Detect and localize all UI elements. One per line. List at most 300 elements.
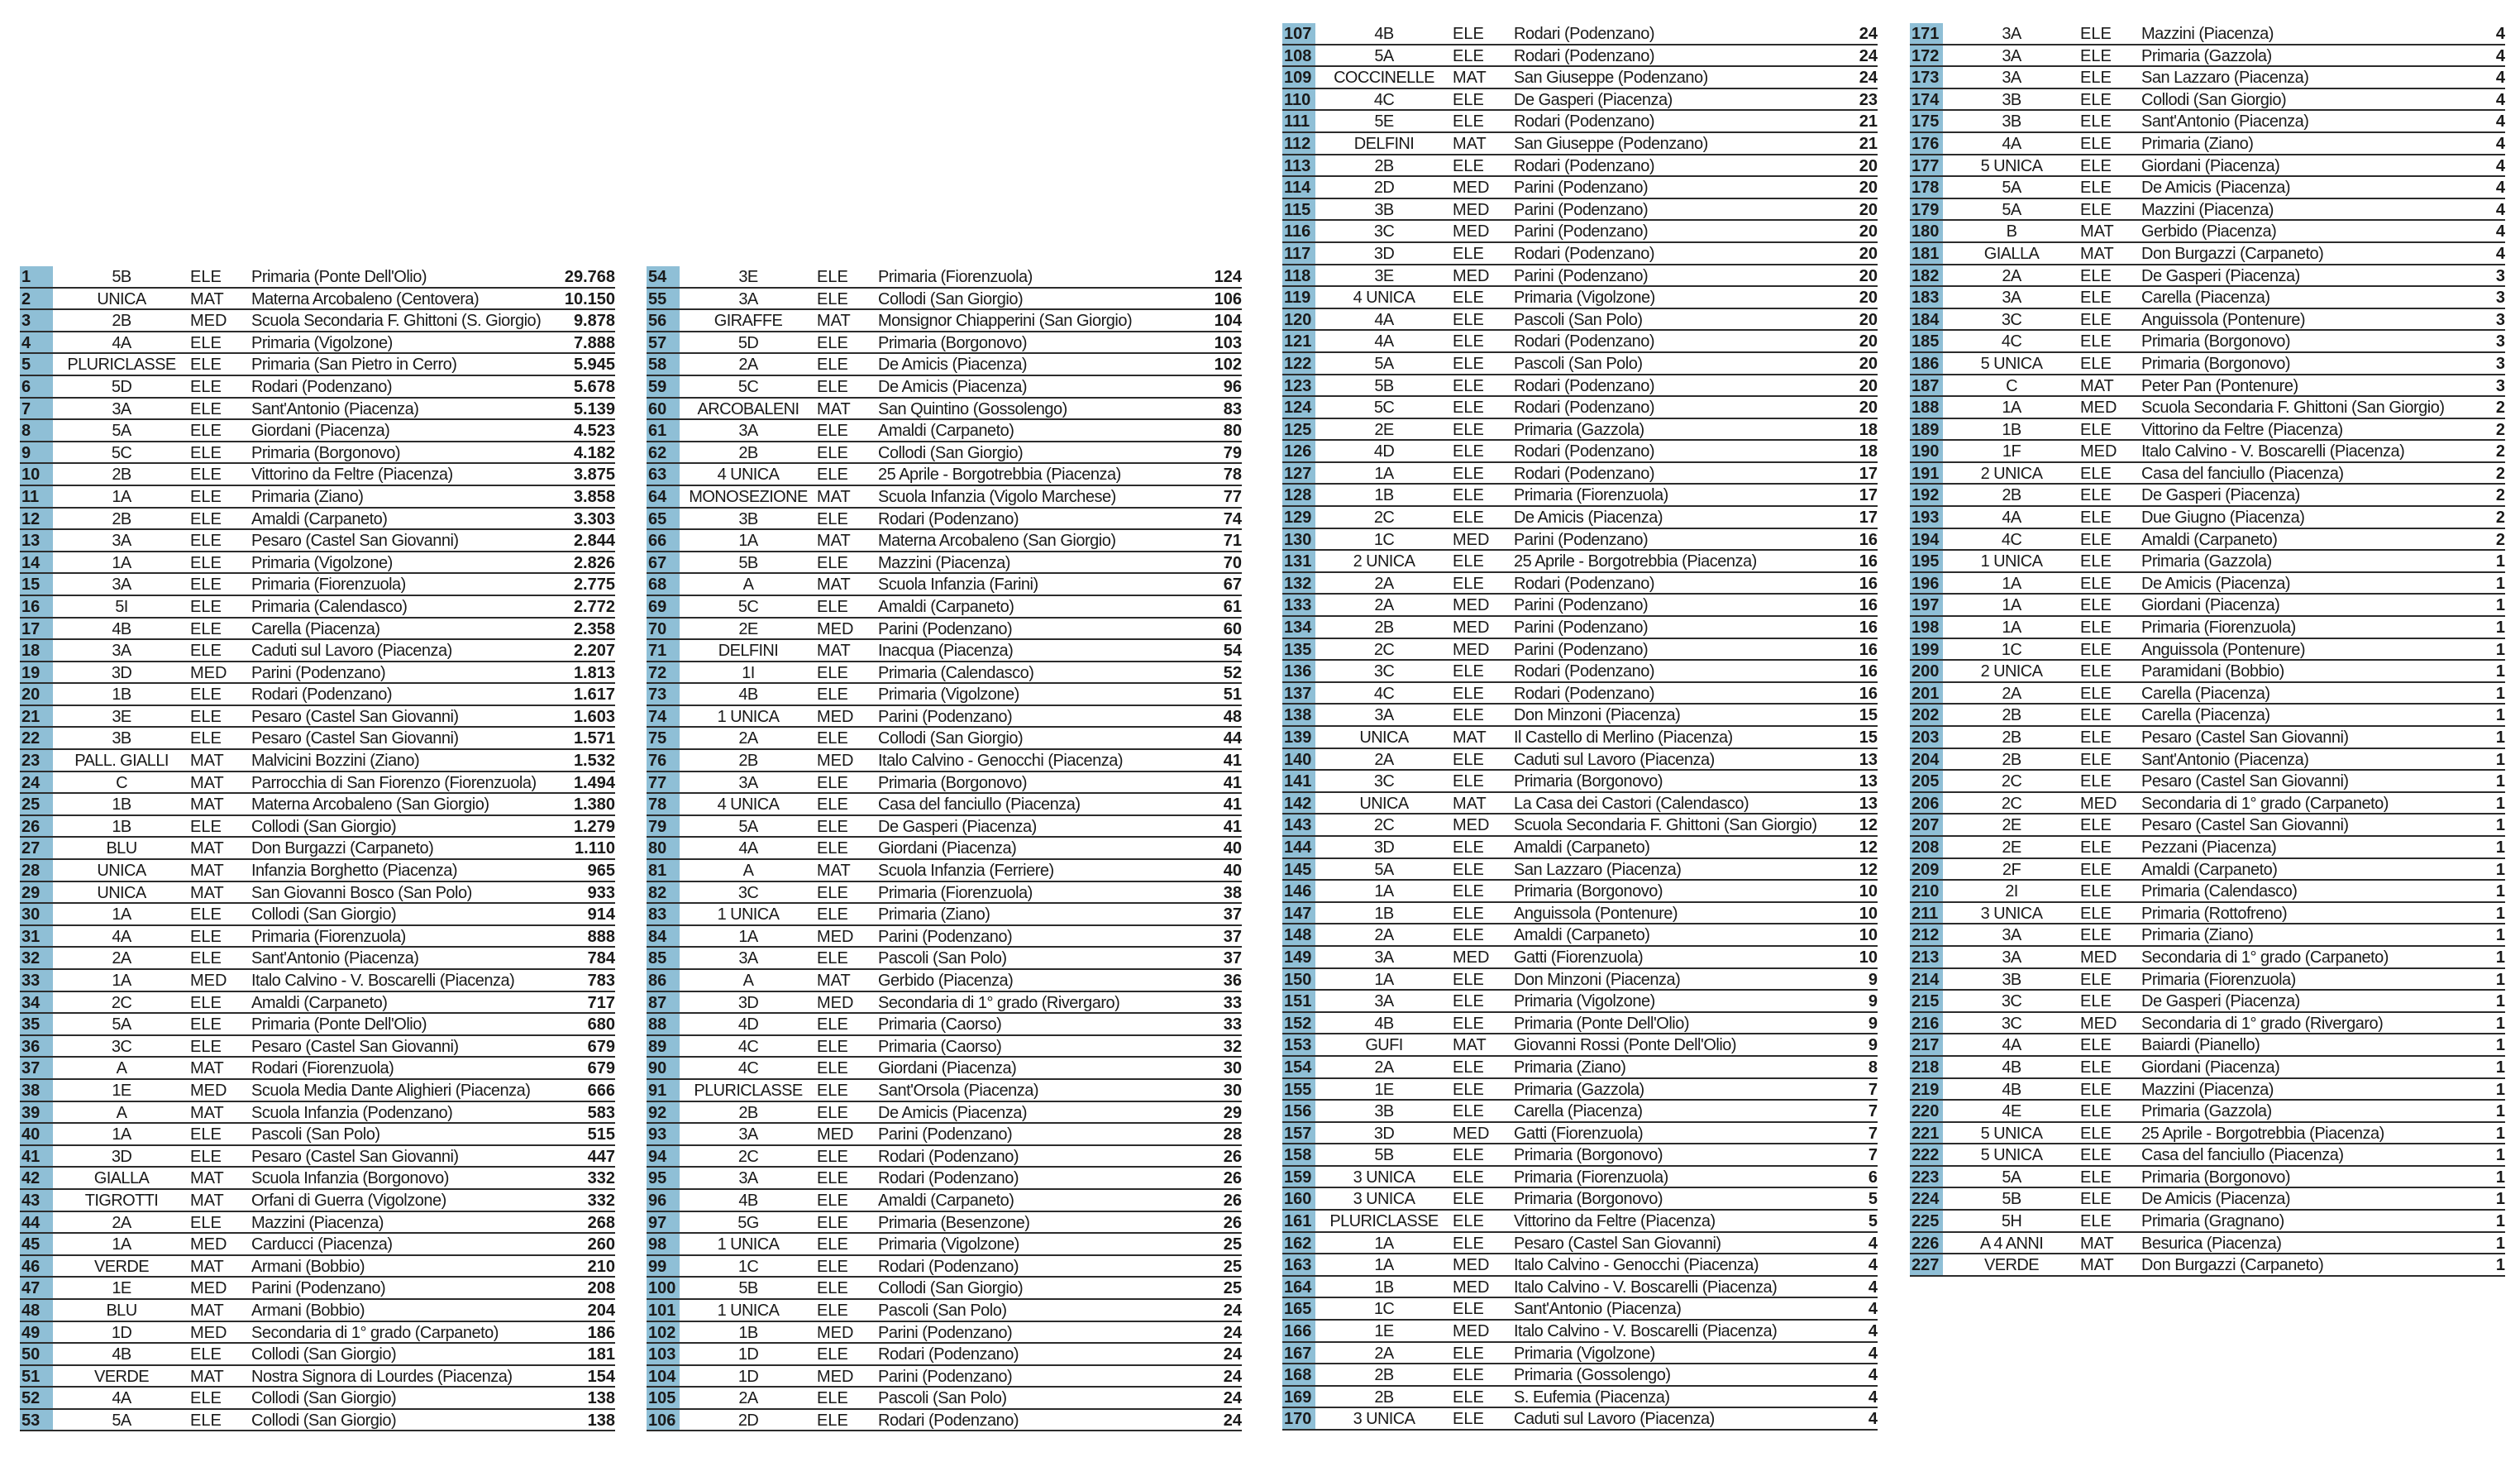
school-order-cell: MED [2080,948,2117,967]
class-cell: 1D [737,1367,759,1386]
table-row [1910,814,2505,837]
class-cell: 1A [112,1235,131,1254]
table-row [647,574,1242,596]
class-cell: BLU [106,839,137,858]
class-cell: 1B [738,1323,758,1342]
class-cell: UNICA [97,289,146,308]
table-row [1910,837,2505,859]
class-cell: 3A [2002,289,2021,308]
school-order-cell: ELE [2080,25,2112,43]
table-row [647,332,1242,355]
school-order-cell: ELE [817,422,848,441]
rank-cell: 184 [1910,309,1943,330]
rank-cell: 128 [1282,485,1315,505]
school-name-cell: La Casa dei Castori (Calendasco) [1514,794,1749,813]
class-cell: 5 UNICA [1980,1124,2043,1143]
rank-cell: 30 [20,904,53,924]
class-cell: 1F [2002,442,2021,461]
rank-cell: 156 [1282,1101,1315,1121]
class-cell: 1B [112,817,131,836]
table-row [1910,771,2505,793]
votes-cell: 29 [1223,1103,1242,1122]
table-row [20,1036,615,1058]
table-row [1282,1364,1878,1387]
table-row [1282,661,1878,683]
school-name-cell: Primaria (Ziano) [878,905,990,924]
school-order-cell: ELE [2080,1124,2112,1143]
class-cell: 3A [112,532,131,551]
votes-cell: 20 [1859,399,1878,418]
class-cell: 2A [2002,684,2021,703]
school-name-cell: Infanzia Borghetto (Piacenza) [251,862,457,881]
rank-cell: 70 [647,619,680,639]
votes-cell: 77 [1223,487,1242,506]
class-cell: 3A [2002,69,2021,88]
class-cell: 1A [1374,464,1394,483]
school-name-cell: Carducci (Piacenza) [251,1235,393,1254]
rank-cell: 162 [1282,1233,1315,1254]
school-name-cell: Primaria (Ziano) [1514,1058,1626,1077]
table-row [647,354,1242,376]
rank-cell: 100 [647,1278,680,1298]
table-row [1282,1277,1878,1299]
rank-cell: 157 [1282,1123,1315,1144]
school-name-cell: Rodari (Podenzano) [251,686,392,705]
votes-cell: 1 [2495,1124,2505,1143]
votes-cell: 1 [2495,838,2505,857]
table-row [647,816,1242,838]
school-name-cell: De Amicis (Piacenza) [1514,509,1663,528]
class-cell: 5B [738,553,758,572]
rank-cell: 180 [1910,221,1943,241]
rank-cell: 27 [20,838,53,858]
class-cell: 4E [2002,1102,2021,1121]
votes-cell: 28 [1223,1125,1242,1144]
rank-cell: 37 [20,1058,53,1078]
votes-cell: 1 [2495,552,2505,571]
table-row [647,1212,1242,1235]
class-cell: DELFINI [718,642,779,661]
table-row [647,464,1242,486]
votes-cell: 20 [1859,266,1878,285]
school-order-cell: ELE [2080,662,2112,681]
class-cell: 3A [2002,926,2021,945]
rank-cell: 98 [647,1234,680,1254]
table-row [1910,353,2505,375]
votes-cell: 96 [1223,377,1242,396]
rank-cell: 176 [1910,133,1943,154]
table-row [20,1102,615,1125]
class-cell: 4B [112,619,131,638]
school-order-cell: ELE [2080,509,2112,528]
class-cell: 3D [1373,244,1395,263]
votes-cell: 78 [1223,466,1242,485]
school-name-cell: Collodi (San Giorgio) [2141,90,2287,109]
school-name-cell: Scuola Secondaria F. Ghittoni (S. Giorgio) [251,312,542,331]
rank-cell: 182 [1910,265,1943,286]
school-order-cell: ELE [190,1213,222,1232]
school-name-cell: Gatti (Fiorenzuola) [1514,1124,1644,1143]
rank-cell: 96 [647,1190,680,1211]
school-name-cell: Armani (Bobbio) [251,1301,365,1320]
votes-cell: 1 [2495,750,2505,769]
class-cell: 5H [2001,1212,2022,1231]
school-name-cell: Giordani (Piacenza) [251,422,390,441]
school-order-cell: MED [817,752,854,771]
school-name-cell: Casa del fanciullo (Piacenza) [878,795,1081,814]
school-name-cell: Sant'Antonio (Piacenza) [2141,750,2309,769]
votes-cell: 1 [2495,1058,2505,1077]
table-row [20,486,615,509]
rank-cell: 195 [1910,551,1943,571]
class-cell: DELFINI [1353,134,1415,153]
class-cell: 1A [2002,619,2021,638]
votes-cell: 80 [1223,422,1242,441]
school-name-cell: Primaria (Ziano) [251,487,364,506]
school-order-cell: MAT [817,399,851,418]
class-cell: 2B [2002,750,2021,769]
votes-cell: 8 [1868,1058,1878,1077]
rank-cell: 165 [1282,1298,1315,1319]
rank-cell: 205 [1910,771,1943,791]
school-order-cell: MAT [190,795,224,814]
school-name-cell: San Giuseppe (Podenzano) [1514,134,1708,153]
school-order-cell: ELE [190,1345,222,1364]
votes-cell: 3 [2495,376,2505,395]
school-name-cell: Secondaria di 1° grado (Carpaneto) [2141,948,2389,967]
school-order-cell: ELE [2080,156,2112,175]
school-name-cell: Rodari (Podenzano) [1514,376,1654,395]
class-cell: 2B [2002,706,2021,725]
school-order-cell: ELE [1453,992,1484,1011]
rank-cell: 123 [1282,375,1315,396]
rank-cell: 44 [20,1212,53,1233]
table-row [1910,639,2505,662]
votes-cell: 1 [2495,706,2505,725]
rank-cell: 185 [1910,331,1943,351]
school-order-cell: ELE [1453,244,1484,263]
table-row [20,1344,615,1366]
votes-cell: 515 [587,1125,615,1144]
votes-cell: 3 [2495,354,2505,373]
class-cell: 2E [2002,838,2021,857]
table-row [1910,1188,2505,1211]
rank-cell: 12 [20,509,53,529]
table-row [1282,177,1878,199]
school-order-cell: ELE [817,1015,848,1034]
rank-cell: 221 [1910,1123,1943,1144]
school-order-cell: ELE [817,1257,848,1276]
school-name-cell: Scuola Infanzia (Farini) [878,576,1038,595]
votes-cell: 7 [1868,1080,1878,1099]
school-name-cell: Pesaro (Castel San Giovanni) [1514,1234,1721,1253]
school-order-cell: ELE [817,1081,848,1100]
school-order-cell: ELE [1453,289,1484,308]
votes-cell: 20 [1859,244,1878,263]
votes-cell: 2.358 [573,619,615,638]
rank-cell: 202 [1910,705,1943,725]
rank-cell: 134 [1282,617,1315,638]
rank-cell: 48 [20,1300,53,1321]
school-name-cell: Collodi (San Giorgio) [251,1345,397,1364]
votes-cell: 2 [2495,464,2505,483]
table-row [1910,1034,2505,1057]
table-row [647,860,1242,882]
school-order-cell: ELE [190,1037,222,1056]
table-row [1282,793,1878,815]
school-name-cell: Carella (Piacenza) [2141,706,2270,725]
school-order-cell: MED [190,663,227,682]
table-row [1282,969,1878,991]
votes-cell: 1.380 [573,795,615,814]
class-cell: 3A [738,422,758,441]
rank-cell: 14 [20,552,53,573]
school-order-cell: ELE [817,597,848,616]
school-name-cell: Primaria (Vigolzone) [251,333,393,352]
school-order-cell: ELE [2080,750,2112,769]
school-order-cell: MED [817,707,854,726]
votes-cell: 20 [1859,200,1878,219]
class-cell: 4 UNICA [717,466,780,485]
school-order-cell: MAT [1453,794,1487,813]
school-name-cell: 25 Aprile - Borgotrebbia (Piacenza) [2141,1124,2384,1143]
class-cell: 5A [2002,200,2021,219]
votes-cell: 914 [587,905,615,924]
table-row [1910,551,2505,573]
votes-cell: 5.139 [573,399,615,418]
rank-cell: 126 [1282,441,1315,461]
school-name-cell: Malvicini Bozzini (Ziano) [251,752,420,771]
votes-cell: 9 [1868,1014,1878,1033]
class-cell: 2B [112,312,131,331]
class-cell: 1D [737,1345,759,1364]
table-row [647,509,1242,531]
table-row [20,926,615,948]
table-row [20,992,615,1015]
votes-cell: 71 [1223,532,1242,551]
school-name-cell: Amaldi (Carpaneto) [2141,530,2278,549]
class-cell: 1A [738,532,758,551]
class-cell: 2A [1374,926,1394,945]
rank-cell: 74 [647,706,680,727]
school-order-cell: ELE [2080,1190,2112,1209]
table-row [1910,903,2505,925]
class-cell: PLURICLASSE [1329,1212,1439,1231]
table-row [647,1124,1242,1146]
school-name-cell: Don Minzoni (Piacenza) [1514,706,1681,725]
school-order-cell: ELE [190,333,222,352]
table-row [20,420,615,442]
class-cell: 2E [1374,420,1394,439]
school-order-cell: ELE [1453,750,1484,769]
class-cell: 2A [112,1213,131,1232]
rank-cell: 153 [1282,1034,1315,1055]
votes-cell: 44 [1223,729,1242,748]
votes-cell: 1 [2495,882,2505,901]
school-name-cell: Caduti sul Lavoro (Piacenza) [1514,750,1715,769]
school-name-cell: Scuola Infanzia (Ferriere) [878,862,1054,881]
school-order-cell: ELE [2080,728,2112,747]
school-order-cell: ELE [1453,860,1484,879]
table-row [1282,1167,1878,1189]
school-name-cell: Don Minzoni (Piacenza) [1514,970,1681,989]
table-row [1282,1034,1878,1057]
school-name-cell: Rodari (Podenzano) [878,1169,1019,1188]
school-order-cell: ELE [1453,420,1484,439]
class-cell: 4B [738,1191,758,1210]
rank-cell: 150 [1282,969,1315,990]
rank-cell: 168 [1282,1364,1315,1385]
rank-cell: 107 [1282,23,1315,44]
school-name-cell: Collodi (San Giorgio) [251,905,397,924]
school-name-cell: Primaria (Borgonovo) [1514,772,1663,791]
class-cell: 2A [1374,596,1394,615]
table-row [1282,199,1878,222]
rank-cell: 222 [1910,1144,1943,1165]
school-order-cell: ELE [817,1037,848,1056]
class-cell: 2C [2001,772,2022,791]
votes-cell: 20 [1859,222,1878,241]
class-cell: 2A [1374,1344,1394,1363]
votes-cell: 783 [587,972,615,990]
rank-cell: 97 [647,1212,680,1233]
school-order-cell: ELE [190,927,222,946]
rank-cell: 23 [20,750,53,771]
class-cell: 2B [738,443,758,462]
school-name-cell: Rodari (Podenzano) [878,1257,1019,1276]
class-cell: 5A [738,817,758,836]
class-cell: 2B [1374,1366,1394,1385]
votes-cell: 5 [1868,1212,1878,1231]
class-cell: 5A [1374,860,1394,879]
table-row [1910,177,2505,199]
rank-cell: 129 [1282,507,1315,528]
table-row [1910,309,2505,332]
class-cell: 3C [1373,772,1395,791]
school-order-cell: ELE [1453,376,1484,395]
rank-cell: 61 [647,420,680,441]
class-cell: 1E [1374,1322,1394,1341]
votes-cell: 24 [1223,1411,1242,1430]
class-cell: 4C [1373,90,1395,109]
school-name-cell: Primaria (Caorso) [878,1037,1002,1056]
rank-cell: 132 [1282,573,1315,594]
school-order-cell: ELE [1453,1300,1484,1319]
school-order-cell: ELE [2080,816,2112,835]
school-order-cell: ELE [190,707,222,726]
rank-cell: 139 [1282,727,1315,748]
class-cell: MONOSEZIONE [689,487,808,506]
class-cell: 3B [1374,1102,1394,1121]
class-cell: 5A [1374,354,1394,373]
rank-cell: 196 [1910,573,1943,594]
class-cell: 4B [1374,1014,1394,1033]
school-order-cell: ELE [817,1235,848,1254]
table-row [20,376,615,399]
class-cell: 4A [112,927,131,946]
table-row [647,420,1242,442]
school-name-cell: Giordani (Piacenza) [2141,596,2280,615]
school-name-cell: Due Giugno (Piacenza) [2141,509,2305,528]
class-cell: 2B [112,509,131,528]
votes-cell: 16 [1859,684,1878,703]
school-name-cell: Collodi (San Giorgio) [878,729,1024,748]
school-order-cell: ELE [2080,838,2112,857]
votes-cell: 4 [2495,25,2505,43]
rank-cell: 52 [20,1388,53,1408]
school-name-cell: Primaria (Fiorenzuola) [2141,619,2296,638]
school-name-cell: Italo Calvino - V. Boscarelli (Piacenza) [1514,1278,1778,1297]
rank-cell: 174 [1910,89,1943,110]
votes-cell: 1 [2495,794,2505,813]
class-cell: B [2006,222,2017,241]
votes-cell: 3 [2495,310,2505,329]
votes-cell: 1.110 [575,839,615,858]
table-row [647,1322,1242,1345]
votes-cell: 680 [587,1015,615,1034]
rank-cell: 104 [647,1366,680,1387]
table-row [1282,1144,1878,1167]
class-cell: 2B [112,466,131,485]
class-cell: 2A [2002,266,2021,285]
school-name-cell: Parini (Podenzano) [1514,266,1649,285]
school-name-cell: Primaria (Caorso) [878,1015,1002,1034]
school-name-cell: Pascoli (San Polo) [878,1389,1007,1408]
ranking-column-1 [20,266,615,1431]
rank-cell: 163 [1282,1254,1315,1275]
class-cell: 3A [1374,948,1394,967]
rank-cell: 5 [20,354,53,375]
class-cell: 2 UNICA [1980,662,2043,681]
class-cell: 2 UNICA [1353,552,1415,571]
votes-cell: 9 [1868,970,1878,989]
school-order-cell: ELE [190,993,222,1012]
rank-cell: 116 [1282,221,1315,241]
votes-cell: 7.888 [573,333,615,352]
table-row [20,684,615,706]
school-order-cell: ELE [1453,552,1484,571]
class-cell: 2C [737,1147,759,1166]
votes-cell: 30 [1223,1059,1242,1078]
rank-cell: 141 [1282,771,1315,791]
school-order-cell: ELE [817,773,848,792]
school-order-cell: ELE [2080,1168,2112,1187]
school-order-cell: ELE [817,553,848,572]
school-name-cell: Collodi (San Giorgio) [878,443,1024,462]
votes-cell: 79 [1223,443,1242,462]
rank-cell: 154 [1282,1057,1315,1077]
school-order-cell: MAT [1453,69,1487,88]
table-row [1910,683,2505,705]
class-cell: 1E [1374,1080,1394,1099]
votes-cell: 16 [1859,574,1878,593]
school-name-cell: Rodari (Podenzano) [1514,25,1654,43]
rank-cell: 200 [1910,661,1943,681]
rank-cell: 59 [647,376,680,397]
school-order-cell: MAT [817,576,851,595]
school-order-cell: ELE [1453,1058,1484,1077]
rank-cell: 10 [20,464,53,485]
school-order-cell: MED [190,312,227,331]
rank-cell: 137 [1282,683,1315,704]
class-cell: 2A [738,1389,758,1408]
school-order-cell: ELE [2080,860,2112,879]
rank-cell: 54 [647,266,680,287]
school-order-cell: ELE [2080,530,2112,549]
school-order-cell: MAT [190,1059,224,1078]
votes-cell: 1.494 [573,773,615,792]
table-row [647,266,1242,289]
